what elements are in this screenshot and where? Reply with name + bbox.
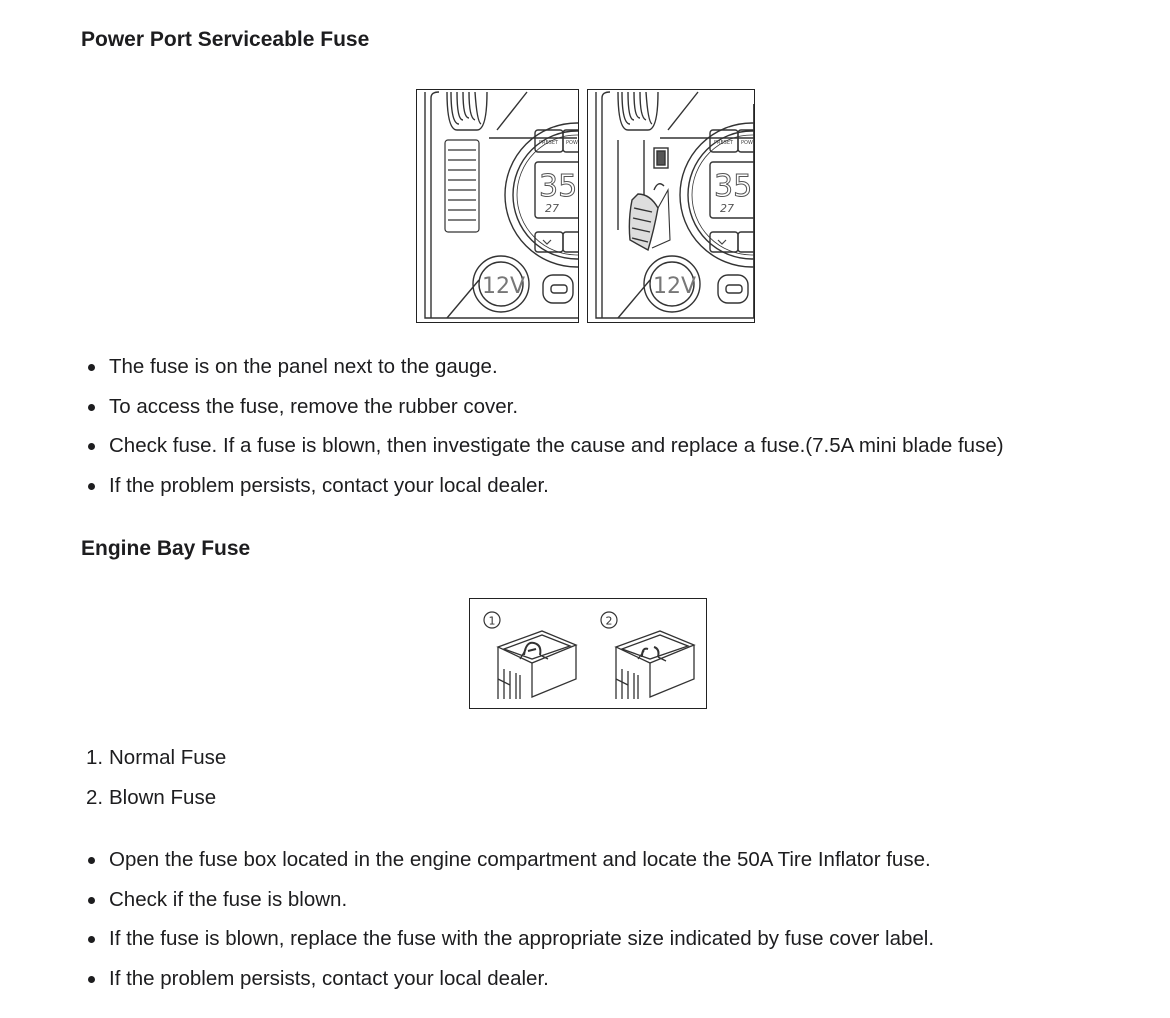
blown-fuse-drawing: [616, 631, 694, 699]
list-text: Blown Fuse: [109, 785, 217, 809]
normal-fuse-drawing: [498, 631, 576, 699]
panel-closed-illustration: [417, 90, 579, 323]
list-item: [81, 786, 226, 810]
preset-button-label: PRESET: [539, 140, 559, 146]
list-item: If the problem persists, contact your local dealer.: [81, 474, 1004, 498]
list-item: Check fuse. If a fuse is blown, then investigate the cause and replace a fuse.(7.5A mini blade fuse): [81, 434, 1004, 458]
gauge-digits: 35: [539, 169, 578, 204]
gauge-digits-open: 35: [714, 169, 753, 204]
preset-button-label-open: PRESET: [714, 140, 734, 146]
fuse-comparison-illustration: [470, 599, 706, 708]
socket-label-12v-open: 12V: [653, 274, 697, 299]
panel-open-illustration: [588, 90, 755, 323]
list-number: 2.: [86, 785, 104, 809]
list-number: 1.: [86, 746, 104, 769]
section-title-engine-bay-fuse: Engine Bay Fuse: [81, 537, 251, 560]
list-item: If the fuse is blown, replace the fuse with the appropriate size indicated by fuse cover label.: [81, 927, 934, 951]
socket-label-12v: 12V: [482, 274, 526, 299]
marker-normal-fuse: 1: [488, 614, 496, 628]
engine-bay-steps-list: [81, 848, 934, 1006]
gauge-subdigits: 27: [545, 202, 559, 215]
list-item: Check if the fuse is blown.: [81, 888, 934, 912]
fuse-legend-list: [81, 746, 226, 825]
list-item: To access the fuse, remove the rubber cover.: [81, 395, 1004, 419]
list-item: [81, 746, 226, 770]
gauge-subdigits-open: 27: [720, 202, 734, 215]
list-item: The fuse is on the panel next to the gauge.: [81, 355, 1004, 379]
list-item: If the problem persists, contact your local dealer.: [81, 967, 934, 991]
power-port-panel-closed-image: [416, 89, 579, 323]
power-button-label: POW: [566, 140, 578, 146]
list-item: Open the fuse box located in the engine compartment and locate the 50A Tire Inflator fuse.: [81, 848, 934, 872]
list-text: Normal Fuse: [109, 746, 227, 769]
section-title-power-port-fuse: Power Port Serviceable Fuse: [81, 28, 370, 51]
power-port-panel-open-image: [587, 89, 755, 323]
power-button-label-open: POW: [741, 140, 753, 146]
engine-bay-fuse-image: [469, 598, 707, 709]
power-port-steps-list: [81, 355, 1004, 513]
marker-blown-fuse: 2: [605, 614, 613, 628]
